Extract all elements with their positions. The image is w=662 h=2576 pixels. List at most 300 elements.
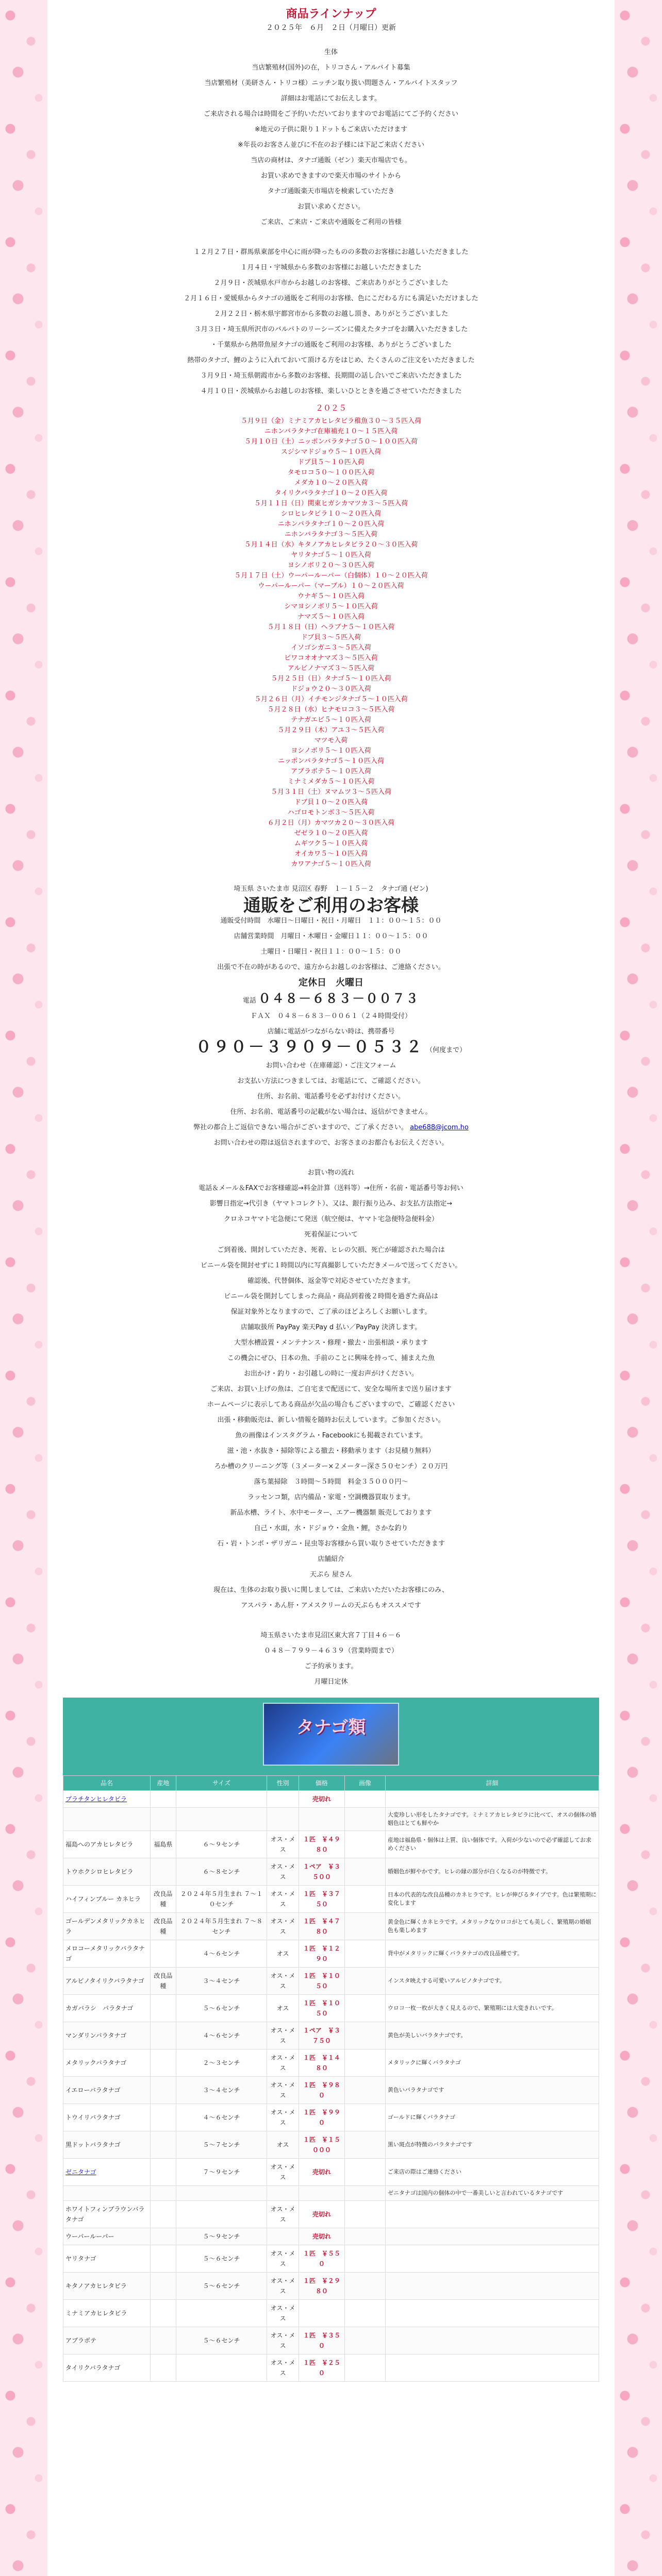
table-row (63, 2104, 599, 2131)
cell-size: ６～９センチ (176, 1831, 267, 1858)
schedule-entry: オイカワ５～１０匹入荷 (294, 850, 368, 858)
header-price: 価格 (299, 1776, 344, 1791)
tel-number[interactable]: ０４８－６８３－００７３ (258, 991, 420, 1006)
cell-detail: インスタ映えする可愛いアルビノタナゴです。 (385, 1968, 599, 1995)
tel-label: 電話 (242, 997, 256, 1005)
cell-price: １匹 ￥１４８０ (299, 2049, 344, 2077)
schedule-entry: ５月２５日（日）タナゴ５～１０匹入荷 (271, 675, 391, 683)
notice-line: 詳細はお電話にてお伝えします。 (281, 95, 381, 103)
table-row (63, 2131, 599, 2159)
announcement-line: ２月９日・茨城県水戸市からお越しのお客様、ご来店ありがとうございました (213, 279, 449, 287)
cell-detail: ゴールドに輝くバラタナゴ (385, 2104, 599, 2131)
cell-origin (151, 2186, 176, 2201)
schedule-entry: テナガエビ５～１０匹入荷 (291, 716, 371, 724)
schedule-entry: ウナギ５～１０匹入荷 (297, 592, 365, 600)
cell-detail: 黄色が美しいバラタナゴです。 (385, 2022, 599, 2049)
payment-line: 落ち葉掃除 ３時間～５時間 料金３５０００円～ (254, 1478, 408, 1486)
schedule-entry: ６月２日（月）カマツカ２０～３０匹入荷 (267, 819, 395, 827)
cell-detail: 黒い斑点が特徴のバラタナゴです (385, 2131, 599, 2159)
cell-sex: オス・メス (267, 1831, 299, 1858)
cell-sex: オス・メス (267, 2354, 299, 2382)
cell-detail (385, 2228, 599, 2245)
payment-line: 死着保証について (304, 1231, 358, 1239)
hours-line-2: 店舗営業時間 月曜日・木曜日・金曜日１１：００～１５：００ (234, 933, 428, 940)
cell-sex: オス・メス (267, 1858, 299, 1886)
cell-size: ６～８センチ (176, 1858, 267, 1886)
payment-line: ホームページに表示してある商品が欠品の場合もございますので、ご確認ください (207, 1401, 455, 1409)
product-link[interactable]: ブラチタンヒレタビラ (65, 1795, 127, 1803)
cell-sex: オス・メス (267, 1886, 299, 1913)
cell-sex: オス・メス (267, 2300, 299, 2327)
cell-name: ミナミアカヒレタビラ (63, 2300, 151, 2327)
cell-detail (385, 2245, 599, 2273)
cell-origin (151, 2245, 176, 2273)
announcement-line: １２月２７日・群馬県東部を中心に雨が降ったものの多数のお客様にお越しいただきました (193, 248, 469, 256)
payment-line: ご到着後、開封していただき、死着、ヒレの欠損、死亡が確認された場合は (217, 1246, 445, 1254)
payment-line: 出張・移動販売は、新しい情報を随時お伝えしています。ご参加ください。 (217, 1416, 445, 1424)
table-row (63, 2186, 599, 2201)
payment-line: 店舗紹介 (317, 1555, 344, 1563)
cell-price: １匹 ￥５５０ (299, 2245, 344, 2273)
closed-day: 定休日 火曜日 (299, 977, 363, 988)
schedule-entry: ５月３１日（土）ヌマムツ３～５匹入荷 (270, 788, 391, 796)
cell-sex: オス・メス (267, 2104, 299, 2131)
cell-origin: 改良品種 (151, 1913, 176, 1940)
cell-detail (385, 2327, 599, 2354)
cell-origin (151, 2300, 176, 2327)
cell-size (176, 2300, 267, 2327)
cell-name: マンダリンバラタナゴ (63, 2022, 151, 2049)
schedule-year: ２０２５ (315, 403, 346, 413)
table-row (63, 1791, 599, 1808)
cell-price: １匹 ￥４７８０ (299, 1913, 344, 1940)
cell-sex: オス・メス (267, 2159, 299, 2186)
schedule-entry: ５月１０日（土）ニッポンバラタナゴ５０～１００匹入荷 (244, 438, 418, 446)
cell-image (344, 2273, 385, 2300)
cell-size: ２～３センチ (176, 2049, 267, 2077)
cell-name: ウーパールーパー (63, 2228, 151, 2245)
cell-price: １匹 ￥３７５０ (299, 1886, 344, 1913)
cell-detail: 大変珍しい形をしたタナゴです。ミナミアカヒレタビラに比べて、オスの個体の婚姻色はとても鮮やか (385, 1808, 599, 1831)
cell-detail: ゼニタナゴは国内の個体の中で一番美しいと言われているタナゴです (385, 2186, 599, 2201)
cell-size: ４～６センチ (176, 2022, 267, 2049)
announcement-line: ３月３日・埼玉県所沢市のバルパトのリーシーズンに備えたタナゴをお購入いただきました (194, 326, 468, 333)
cell-price (299, 2186, 344, 2201)
mobile-note: 店舗に電話がつながらない時は、携帯番号 (267, 1028, 395, 1036)
schedule-entry: イソゴシガニ３～５匹入荷 (291, 644, 371, 652)
cell-image (344, 1886, 385, 1913)
schedule-entry: ムギツク５～１０匹入荷 (294, 840, 368, 848)
cell-detail: 日本の代表的な改良品種のカネヒラです。ヒレが伸びるタイプです。色は繁殖期に変化します (385, 1886, 599, 1913)
notice-line: ご来店、ご来店・ご来店や通販をご利用の皆様 (260, 218, 402, 226)
cell-price: １匹 ￥１０５０ (299, 1968, 344, 1995)
payment-line: 電話＆メール＆FAXでお客様確認→料金計算（送料等）→住所・名前・電話番号等お伺い (198, 1184, 464, 1192)
cell-origin (151, 2022, 176, 2049)
schedule-entry: ニホンバラタナゴ３～５匹入荷 (284, 531, 378, 538)
table-row (63, 2354, 599, 2382)
category-banner-text: タナゴ類 (296, 1717, 366, 1738)
schedule-entry: ドジョウ２０～３０匹入荷 (291, 685, 371, 693)
cell-origin (151, 2228, 176, 2245)
cell-detail (385, 1791, 599, 1808)
payment-info (52, 1168, 610, 1611)
cell-sex: オス・メス (267, 2245, 299, 2273)
cell-image (344, 2131, 385, 2159)
cell-size: ３～４センチ (176, 1968, 267, 1995)
cell-image (344, 1995, 385, 2022)
cell-price: １ペア ￥３７５０ (299, 2022, 344, 2049)
sakura-border-left (0, 0, 47, 2576)
cell-size (176, 2186, 267, 2201)
cell-image (344, 1913, 385, 1940)
schedule-entry: タモロコ５０～１００匹入荷 (287, 469, 375, 477)
notice-line: お買い求めできますので楽天市場のサイトから (260, 172, 402, 180)
table-row (63, 1886, 599, 1913)
schedule-entry: ５月１８日（日）ヘラブナ５～１０匹入荷 (267, 623, 395, 631)
cell-name (63, 1791, 151, 1808)
payment-line: 石・岩・トンボ・ザリガニ・昆虫等お客様から買い取りさせていただきます (217, 1540, 445, 1548)
payment-line: ろか槽のクリーニング等（３メーター×２メーター深さ５０センチ）２０万円 (214, 1463, 448, 1470)
cell-sex: オス・メス (267, 2049, 299, 2077)
cell-image (344, 2077, 385, 2104)
cell-image (344, 2327, 385, 2354)
header-size: サイズ (176, 1776, 267, 1791)
payment-line: 保証対象外となりますので、ご了承のほどよろしくお願いします。 (230, 1308, 432, 1316)
cell-size (176, 1808, 267, 1831)
announcement-block (52, 247, 610, 397)
cell-name: タイリクバラタナゴ (63, 2354, 151, 2382)
cell-detail (385, 2300, 599, 2327)
cell-name: トウホクシロヒレタビラ (63, 1858, 151, 1886)
schedule-entry: ビワコオオナマズ３～５匹入荷 (284, 654, 378, 662)
schedule-entry: タイリクバラタナゴ１０～２０匹入荷 (274, 489, 388, 497)
schedule-entry: ヨシノボリ５～１０匹入荷 (291, 747, 371, 755)
table-row (63, 2077, 599, 2104)
announcement-line: ・千葉県から熱帯魚屋タナゴの通販をご利用のお客様、ありがとうございました (210, 341, 452, 349)
notice-line: 当店の商材は、タナゴ通販（ゼン）楽天市場店でも。 (251, 157, 411, 164)
cell-size (176, 2354, 267, 2382)
cell-name: アルビノタイリクバラタナゴ (63, 1968, 151, 1995)
cell-detail (385, 2273, 599, 2300)
schedule-entry: ニホンバラタナゴ１０～２０匹入荷 (277, 520, 385, 528)
cell-image (344, 1858, 385, 1886)
schedule-entry: ５月２６日（月）イチモンジタナゴ５～１０匹入荷 (254, 696, 408, 703)
cell-price: 売切れ (299, 1791, 344, 1808)
cell-image (344, 2245, 385, 2273)
cell-detail: メタリックに輝くバラタナゴ (385, 2049, 599, 2077)
table-row (63, 1858, 599, 1886)
cell-price: １匹 ￥２９８０ (299, 2273, 344, 2300)
cell-sex (267, 1808, 299, 1831)
email-prefix: 弊社の都合上ご返信できない場合がございますので、ご了承ください。 (193, 1124, 408, 1131)
table-row (63, 2273, 599, 2300)
footer-line: ０４８－７９９－４６３９（営業時間まで） (263, 1647, 398, 1655)
cell-sex (267, 2186, 299, 2201)
cell-sex (267, 1791, 299, 1808)
cell-size: ４～６センチ (176, 1940, 267, 1968)
cell-price (299, 2300, 344, 2327)
announcement-line: ３月９日・埼玉県朝霞市から多数のお客様、長期間の話し合いでご来店いただきました (200, 372, 462, 380)
notice-line: お買い求めください。 (297, 203, 365, 211)
cell-price: 売切れ (299, 2201, 344, 2228)
cell-detail: 婚姻色が鮮やかです。ヒレの縁の部分が白くなるのが特徴です。 (385, 1858, 599, 1886)
payment-line: ビニール袋を開封してしまった商品・商品到着後２時間を過ぎた商品は (224, 1293, 438, 1300)
schedule-entry: ミナミメダカ５～１０匹入荷 (287, 778, 375, 786)
sakura-border-right (615, 0, 662, 2576)
cell-detail: 産地は福島県・個体は上質、良い個体です。入荷が少ないので必ず確認してお求めください (385, 1831, 599, 1858)
cell-image (344, 1791, 385, 1808)
cell-name: ゴールデンメタリックカネヒラ (63, 1913, 151, 1940)
schedule-entry: ハゴロモトンボ３～５匹入荷 (287, 809, 375, 817)
cell-size (176, 2201, 267, 2228)
hours-line-1: 通販受付時間 水曜日～日曜日・祝日・月曜日 １１：００～１５：００ (220, 917, 442, 925)
schedule-entry: ウーパールーパー（マーブル）１０～２０匹入荷 (258, 582, 404, 590)
payment-line: 大型水槽設置・メンテナンス・修理・撤去・出張相談・承ります (234, 1339, 428, 1347)
table-row (63, 2300, 599, 2327)
schedule-entry: ５月１７日（土）ウーパールーパー（白個体）１０～２０匹入荷 (234, 572, 428, 580)
schedule-entry: ５月９日（金）ミナミアカヒレタビラ稚魚３０～３５匹入荷 (240, 417, 422, 425)
order-line: お支払い方法につきましては、お電話にて、ご確認ください。 (237, 1077, 425, 1085)
cell-size: ５～６センチ (176, 2273, 267, 2300)
cell-image (344, 2201, 385, 2228)
cell-size: ２０２４年５月生まれ ７～８センチ (176, 1913, 267, 1940)
payment-line: ラッセンコ類，店内備品・家電・空調機器買取ります。 (247, 1494, 415, 1501)
cell-origin (151, 1940, 176, 1968)
schedule-entry: ヤリタナゴ５～１０匹入荷 (291, 551, 371, 559)
product-link[interactable]: ゼニタナゴ (65, 2168, 96, 2176)
cell-origin: 改良品種 (151, 1886, 176, 1913)
table-row (63, 2022, 599, 2049)
cell-name: 黒ドットバラタナゴ (63, 2131, 151, 2159)
cell-name: メタリックバラタナゴ (63, 2049, 151, 2077)
schedule-entry: ドブ貝１０～２０匹入荷 (294, 799, 368, 806)
schedule-entry: アルビノナマズ３～５匹入荷 (287, 665, 375, 672)
product-table-header (63, 1776, 599, 1791)
footer-line: 月曜日定休 (314, 1678, 348, 1686)
notice-block (52, 47, 610, 228)
cell-origin (151, 2159, 176, 2186)
cell-size: ５～９センチ (176, 2228, 267, 2245)
mobile-suffix: （何度まで） (426, 1046, 467, 1054)
table-row (63, 1913, 599, 1940)
cell-sex: オス (267, 1940, 299, 1968)
cell-image (344, 1808, 385, 1831)
cell-sex (267, 2228, 299, 2245)
payment-line: ご来店、お買い上げの魚は、ご自宅まで配送にて、安全な場所まで送り届けます (210, 1385, 452, 1393)
payment-line: 新品水槽、ライト、水中モーター、エアー機器類 販売しております (230, 1509, 432, 1517)
cell-name: キタノアカヒレタビラ (63, 2273, 151, 2300)
payment-line: この機会にぜひ、日本の魚、手前のことに興味を持って、捕まえた魚 (227, 1354, 435, 1362)
payment-line: 現在は、生体のお取り扱いに関しましては、ご来店いただいたお客様にのみ、 (213, 1586, 449, 1594)
cell-size: ３～４センチ (176, 2077, 267, 2104)
cell-price: １匹 ￥４９８０ (299, 1831, 344, 1858)
payment-line: 滋・池・水抜き・掃除等による撤去・移動承ります（お見積り無料） (227, 1447, 435, 1455)
store-address: 埼玉県 さいたま市 見沼区 春野 １－１５－２ タナゴ通 (ゼン) (234, 885, 428, 893)
cell-size (176, 1791, 267, 1808)
cell-name (63, 1808, 151, 1831)
cell-origin (151, 2273, 176, 2300)
cell-origin (151, 2201, 176, 2228)
cell-origin (151, 2049, 176, 2077)
cell-origin (151, 2131, 176, 2159)
cell-image (344, 1831, 385, 1858)
holiday-note: 出張で不在の時があるので、遠方からお越しのお客様は、ご連絡ください。 (217, 963, 445, 971)
cell-image (344, 2186, 385, 2201)
cell-size: ７～９センチ (176, 2159, 267, 2186)
notice-line: 当店繁殖材（美研さん・トリコ様）ニッチン取り扱い問題さん・アルバイトスタッフ (204, 79, 458, 87)
cell-name: 福島へのアカヒレタビラ (63, 1831, 151, 1858)
cell-origin (151, 2327, 176, 2354)
notice-line: ※年長のお客さん並びに不在のお子様には下記ご来店ください (238, 141, 424, 149)
schedule-entry: ５月１１日（日）関東ヒガシカマツカ３～５匹入荷 (254, 500, 408, 507)
cell-price: １匹 ￥１５０００ (299, 2131, 344, 2159)
cell-origin (151, 1858, 176, 1886)
cell-sex: オス (267, 1995, 299, 2022)
cell-name: イエローバラタナゴ (63, 2077, 151, 2104)
cell-origin (151, 1995, 176, 2022)
schedule-entry: ナマズ５～１０匹入荷 (297, 613, 365, 621)
table-row (63, 1995, 599, 2022)
order-info (52, 1061, 610, 1102)
cell-size: ５～７センチ (176, 2131, 267, 2159)
mobile-number[interactable]: ０９０－３９０９－０５３２ (195, 1038, 424, 1056)
category-banner-wrap (63, 1698, 599, 1775)
cell-image (344, 1968, 385, 1995)
cell-price (299, 1808, 344, 1831)
cell-origin (151, 2077, 176, 2104)
cell-size: ５～６センチ (176, 2327, 267, 2354)
header-origin: 産地 (151, 1776, 176, 1791)
cell-sex: オス (267, 2131, 299, 2159)
cell-detail: 背中がメタリックに輝くバラタナゴの改良品種です。 (385, 1940, 599, 1968)
cell-image (344, 2049, 385, 2077)
payment-line: お買い物の流れ (307, 1169, 355, 1177)
cell-origin (151, 2104, 176, 2131)
order-line: 住所、お名前、電話番号を必ずお付けください。 (257, 1093, 405, 1100)
table-row (63, 2327, 599, 2354)
email-link[interactable]: abe688@jcom.ho (410, 1124, 469, 1131)
hours-line-3: 土曜日・日曜日・祝日１１：００～１５：００ (260, 948, 402, 956)
cell-name: カガバラシ パラタナゴ (63, 1995, 151, 2022)
cell-price: １匹 ￥９９０ (299, 2104, 344, 2131)
cell-price: １匹 ￥１０５０ (299, 1995, 344, 2022)
cell-image (344, 2300, 385, 2327)
header-sex: 性別 (267, 1776, 299, 1791)
schedule-entry: ニホンバラタナゴ在庫補充１０～１５匹入荷 (264, 428, 398, 435)
table-row (63, 2228, 599, 2245)
table-row (63, 1968, 599, 1995)
cell-image (344, 2228, 385, 2245)
table-row (63, 2245, 599, 2273)
cell-price: １匹 ￥２５０ (299, 2354, 344, 2382)
cell-detail: 黄金色に輝くカネヒラです。メタリックなウロコがとても美しく、繁殖期の婚姻色も楽しめます (385, 1913, 599, 1940)
cell-sex: オス・メス (267, 2273, 299, 2300)
footer-line: ご予約承ります。 (304, 1663, 358, 1670)
cell-size: ５～６センチ (176, 1995, 267, 2022)
cell-detail: 黄色いバラタナゴです (385, 2077, 599, 2104)
header-image: 画像 (344, 1776, 385, 1791)
cell-price: １ペア ￥３５００ (299, 1858, 344, 1886)
cell-sex: オス・メス (267, 2022, 299, 2049)
cell-size: ５～６センチ (176, 2245, 267, 2273)
payment-line: お出かけ・釣り・お引越しの時に一度お声がけください。 (243, 1370, 418, 1378)
notice-line: ご来店される場合は時間をご予約いただいておりますのでお電話にてご予約ください (203, 110, 458, 118)
announcement-line: ２月２２日・栃木県宇都宮市から多数のお越し頂き、ありがとうございました (213, 310, 449, 318)
announcement-line: ４月１０日・茨城県からお越しのお客様、楽しいひとときを過ごさせていただきました (200, 387, 462, 395)
cell-size: ２０２４年５月生まれ ７～１０センチ (176, 1886, 267, 1913)
announcement-line: １月４日・宇城県から多数のお客様にお越しいただきました (240, 264, 422, 272)
table-row (63, 1808, 599, 1831)
cell-detail: ウロコ一枚一枚が大きく見えるので、繁殖期には大変きれいです。 (385, 1995, 599, 2022)
payment-line: 自己・水面，水・ドジョウ・金魚・鯉，さかな釣り (254, 1524, 408, 1532)
cell-price: 売切れ (299, 2159, 344, 2186)
schedule-entry: ニッポンバラタナゴ５～１０匹入荷 (278, 757, 384, 765)
cell-image (344, 2104, 385, 2131)
header-name: 品名 (63, 1776, 151, 1791)
payment-line: 影響日指定→代引き（ヤマトコレクト）、又は、銀行振り込み、お支払方法指定→ (209, 1200, 453, 1208)
table-row (63, 1831, 599, 1858)
table-row (63, 1940, 599, 1968)
cell-origin (151, 1791, 176, 1808)
cell-origin: 福島県 (151, 1831, 176, 1858)
cell-name (63, 2159, 151, 2186)
payment-line: 天ぷら 屋さん (309, 1571, 353, 1579)
cell-sex: オス・メス (267, 2201, 299, 2228)
cell-image (344, 1940, 385, 1968)
payment-line: アスパラ・あん肝・アメスクリームの天ぷらもオススメです (241, 1602, 421, 1609)
cell-name: ホワイトフィンブラウンバラタナゴ (63, 2201, 151, 2228)
schedule-entry: カワアナゴ５～１０匹入荷 (291, 860, 371, 868)
payment-line: 店舗取扱所 PayPay 楽天Pay d 払い／PayPay 決済します。 (240, 1324, 422, 1331)
cell-sex: オス・メス (267, 2077, 299, 2104)
header-detail: 詳細 (385, 1776, 599, 1791)
cell-detail: ご来店の際はご連絡ください (385, 2159, 599, 2186)
cell-price: １匹 ￥１２９０ (299, 1940, 344, 1968)
notice-line: 当店繁殖材(国外)の在，トリコさん・アルバイト募集 (252, 64, 410, 72)
shop-footer (52, 1631, 610, 1687)
table-row (63, 2049, 599, 2077)
page-title: 商品ラインナップ (286, 8, 376, 21)
category-banner (263, 1703, 399, 1766)
cell-origin: 改良品種 (151, 1968, 176, 1995)
cell-sex: オス・メス (267, 1913, 299, 1940)
footer-line: 埼玉県さいたま市見沼区東大宮７丁目４６－６ (260, 1632, 402, 1639)
schedule-entry: シロヒレタビラ１０～２０匹入荷 (280, 510, 382, 518)
cell-detail (385, 2201, 599, 2228)
schedule-entry: シマヨシノボリ５～１０匹入荷 (284, 603, 378, 611)
cell-image (344, 2022, 385, 2049)
schedule-entry: ５月２９日（木）アユ３～５匹入荷 (277, 726, 385, 734)
schedule-entry: ドブ貝５～１０匹入荷 (297, 459, 365, 466)
cell-detail (385, 2354, 599, 2382)
cell-origin (151, 1808, 176, 1831)
updated-date: ２０２５年 ６月 ２日（月曜日）更新 (266, 24, 396, 32)
cell-price: １匹 ￥３５０ (299, 2327, 344, 2354)
cell-image (344, 2354, 385, 2382)
cell-price: １匹 ￥９８０ (299, 2077, 344, 2104)
notice-line: 生体 (324, 48, 338, 56)
schedule-entry: ゼゼラ１０～２０匹入荷 (294, 829, 368, 837)
cell-image (344, 2159, 385, 2186)
payment-line: クロネコヤマト宅急便にて発送（航空便は、ヤマト宅急便特急便料金） (223, 1215, 438, 1223)
mail-order-headline: 通販をご利用のお客様 (243, 895, 419, 916)
notice-line: ※地元の子供に限り１ドットもご来店いただけます (254, 126, 408, 133)
announcement-line: 熱帯のタナゴ、鯉のように入れておいて頂ける方をはじめ、たくさんのご注文をいただきました (187, 357, 475, 364)
schedule-entry: マツモ入荷 (314, 737, 348, 744)
schedule-entry: ドブ貝３～５匹入荷 (301, 634, 361, 641)
cell-price: 売切れ (299, 2228, 344, 2245)
payment-line: ビニール袋を開封せずに１時間以内に写真撮影していただきメールで送ってください。 (200, 1262, 462, 1269)
